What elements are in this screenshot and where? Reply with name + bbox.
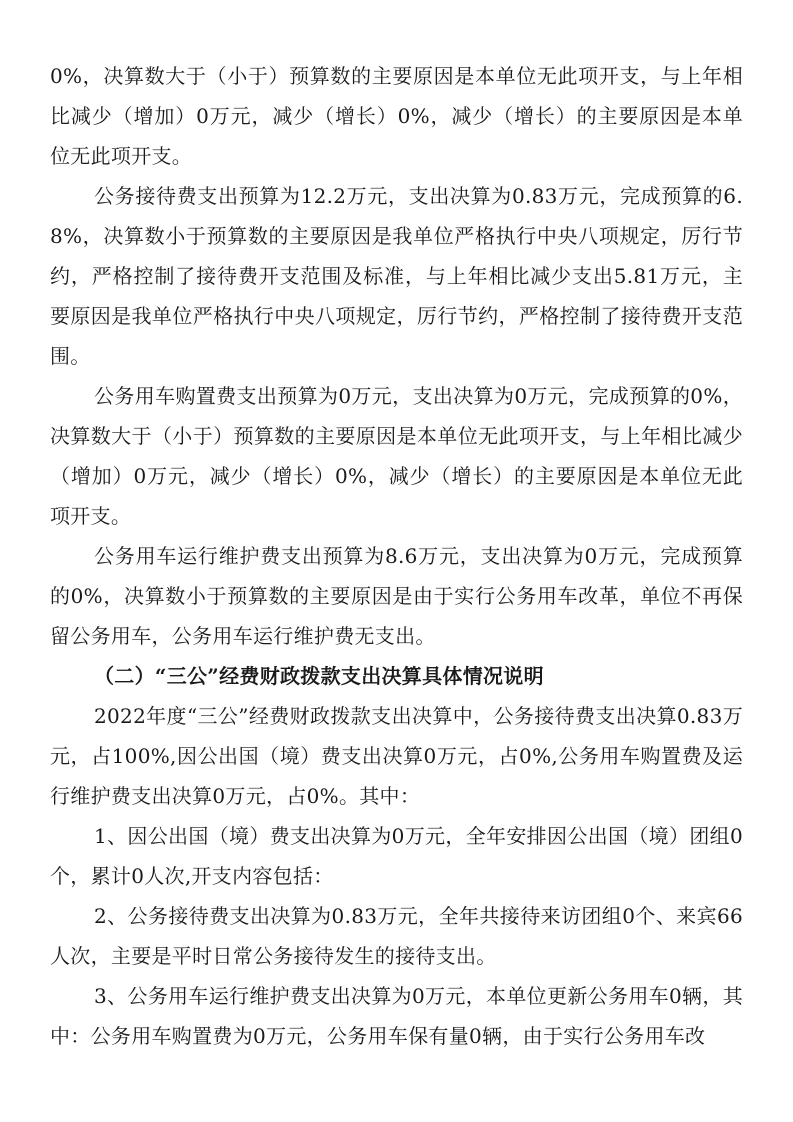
paragraph-vehicle-maintenance: 公务用车运行维护费支出预算为8.6万元，支出决算为0万元，完成预算的0%，决算数小于预算数的主要原因是由于实行公务用车改革，单位不再保留公务用车，公务用车运行维护费无支出。 (50, 544, 743, 648)
section-heading: （二）“三公”经费财政拨款支出决算具体情况说明 (94, 664, 544, 688)
paragraph-vehicle-purchase: 公务用车购置费支出预算为0万元，支出决算为0万元，完成预算的0%，决算数大于（小于）预算数的主要原因是本单位无此项开支，与上年相比减少（增加）0万元，减少（增长）0%，减少（增长）的主要原因是本单位无此项开支。 (50, 384, 743, 528)
paragraph-item-2: 2、公务接待费支出决算为0.83万元，全年共接待来访团组0个、来宾66人次，主要是平时日常公务接待发生的接待支出。 (50, 904, 743, 968)
paragraph-summary: 2022年度“三公”经费财政拨款支出决算中，公务接待费支出决算0.83万元，占100%,因公出国（境）费支出决算0万元，占0%,公务用车购置费及运行维护费支出决算0万元，占0%。其中： (50, 704, 743, 808)
paragraph-item-1: 1、因公出国（境）费支出决算为0万元，全年安排因公出国（境）团组0个，累计0人次,开支内容包括： (50, 824, 743, 888)
paragraph-item-3: 3、公务用车运行维护费支出决算为0万元，本单位更新公务用车0辆，其中：公务用车购置费为0万元，公务用车保有量0辆，由于实行公务用车改 (50, 984, 743, 1048)
paragraph-continued-outbound-expense: 0%，决算数大于（小于）预算数的主要原因是本单位无此项开支，与上年相比减少（增加）0万元，减少（增长）0%，减少（增长）的主要原因是本单位无此项开支。 (50, 64, 743, 168)
paragraph-reception-expense: 公务接待费支出预算为12.2万元，支出决算为0.83万元，完成预算的6.8%，决算数小于预算数的主要原因是我单位严格执行中央八项规定，厉行节约，严格控制了接待费开支范围及标准，与上年相比减少支出5.81万元，主要原因是我单位严格执行中央八项规定，厉行节约，严格控制了接待费开支范围。 (50, 184, 743, 368)
